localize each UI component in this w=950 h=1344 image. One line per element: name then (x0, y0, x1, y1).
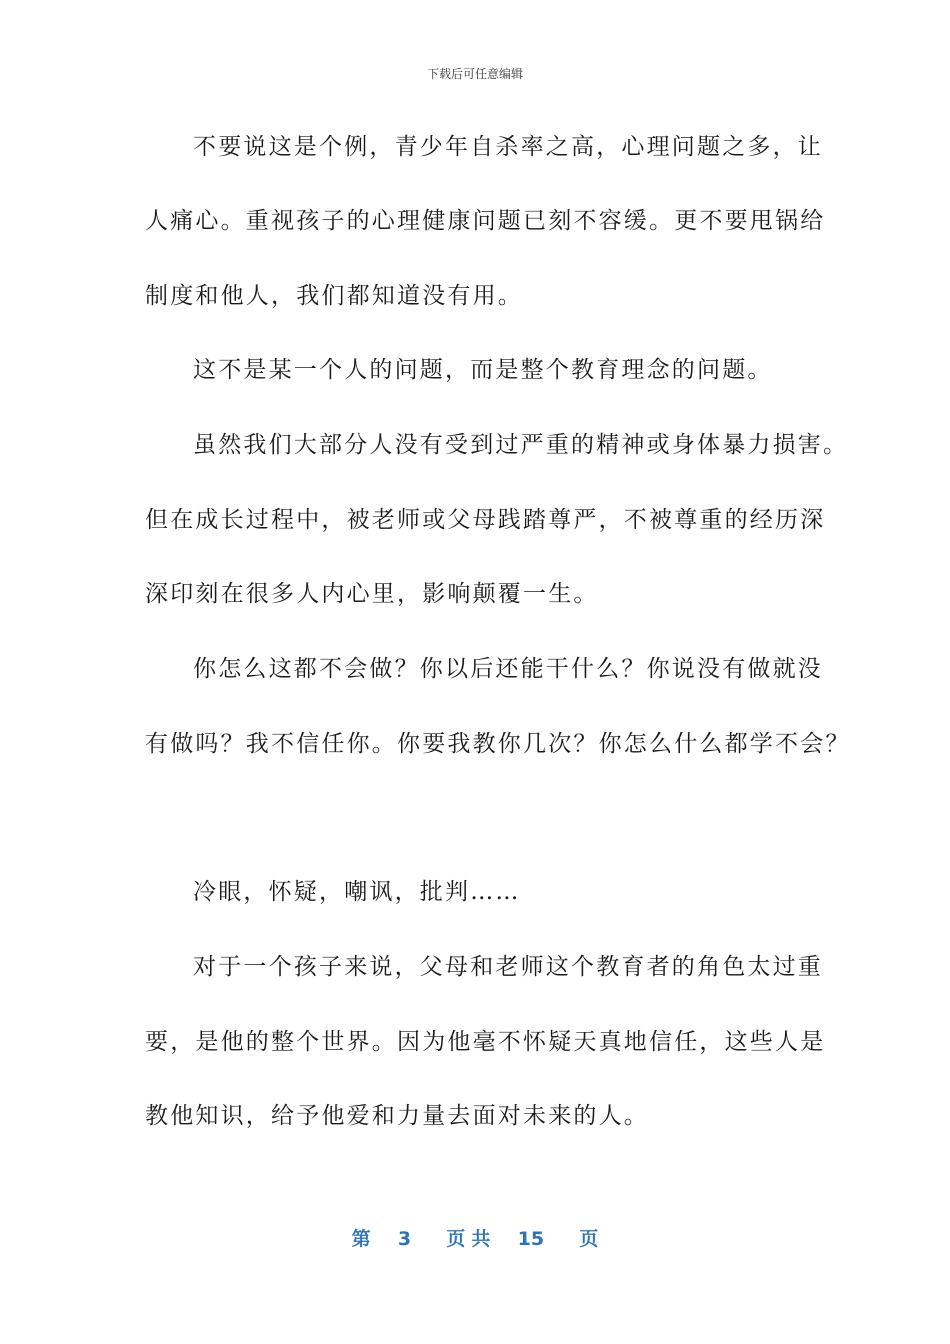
paragraph-line: 要，是他的整个世界。因为他毫不怀疑天真地信任，这些人是 (145, 1029, 826, 1055)
paragraph-line: 虽然我们大部分人没有受到过严重的精神或身体暴力损害。 (193, 432, 849, 458)
paragraph-line: 制度和他人，我们都知道没有用。 (145, 283, 523, 309)
page-header: 下载后可任意编辑 (426, 67, 523, 81)
paragraph-line: 冷眼，怀疑，嘲讽，批判…… (193, 879, 521, 905)
total-page-number: 15 (517, 1228, 545, 1250)
page-footer (0, 1226, 950, 1252)
paragraph-line: 这不是某一个人的问题，而是整个教育理念的问题。 (193, 357, 773, 383)
paragraph-line: 有做吗？我不信任你。你要我教你几次？你怎么什么都学不会？ (145, 731, 851, 757)
paragraph-line: 但在成长过程中，被老师或父母践踏尊严，不被尊重的经历深 (145, 507, 826, 533)
current-page-number: 3 (397, 1228, 412, 1250)
paragraph-line: 教他知识，给予他爱和力量去面对未来的人。 (145, 1103, 649, 1129)
paragraph-line: 你怎么这都不会做？你以后还能干什么？你说没有做就没 (193, 656, 823, 682)
paragraph-line: 不要说这是个例，青少年自杀率之高，心理问题之多，让 (193, 134, 823, 160)
paragraph-line: 对于一个孩子来说，父母和老师这个教育者的角色太过重 (193, 954, 823, 980)
paragraph-line: 深印刻在很多人内心里，影响颠覆一生。 (145, 581, 599, 607)
footer-suffix: 页 (579, 1228, 599, 1250)
footer-prefix: 第 (351, 1228, 371, 1250)
footer-middle: 页共 (446, 1228, 497, 1250)
paragraph-line: 人痛心。重视孩子的心理健康问题已刻不容缓。更不要甩锅给 (145, 208, 826, 234)
